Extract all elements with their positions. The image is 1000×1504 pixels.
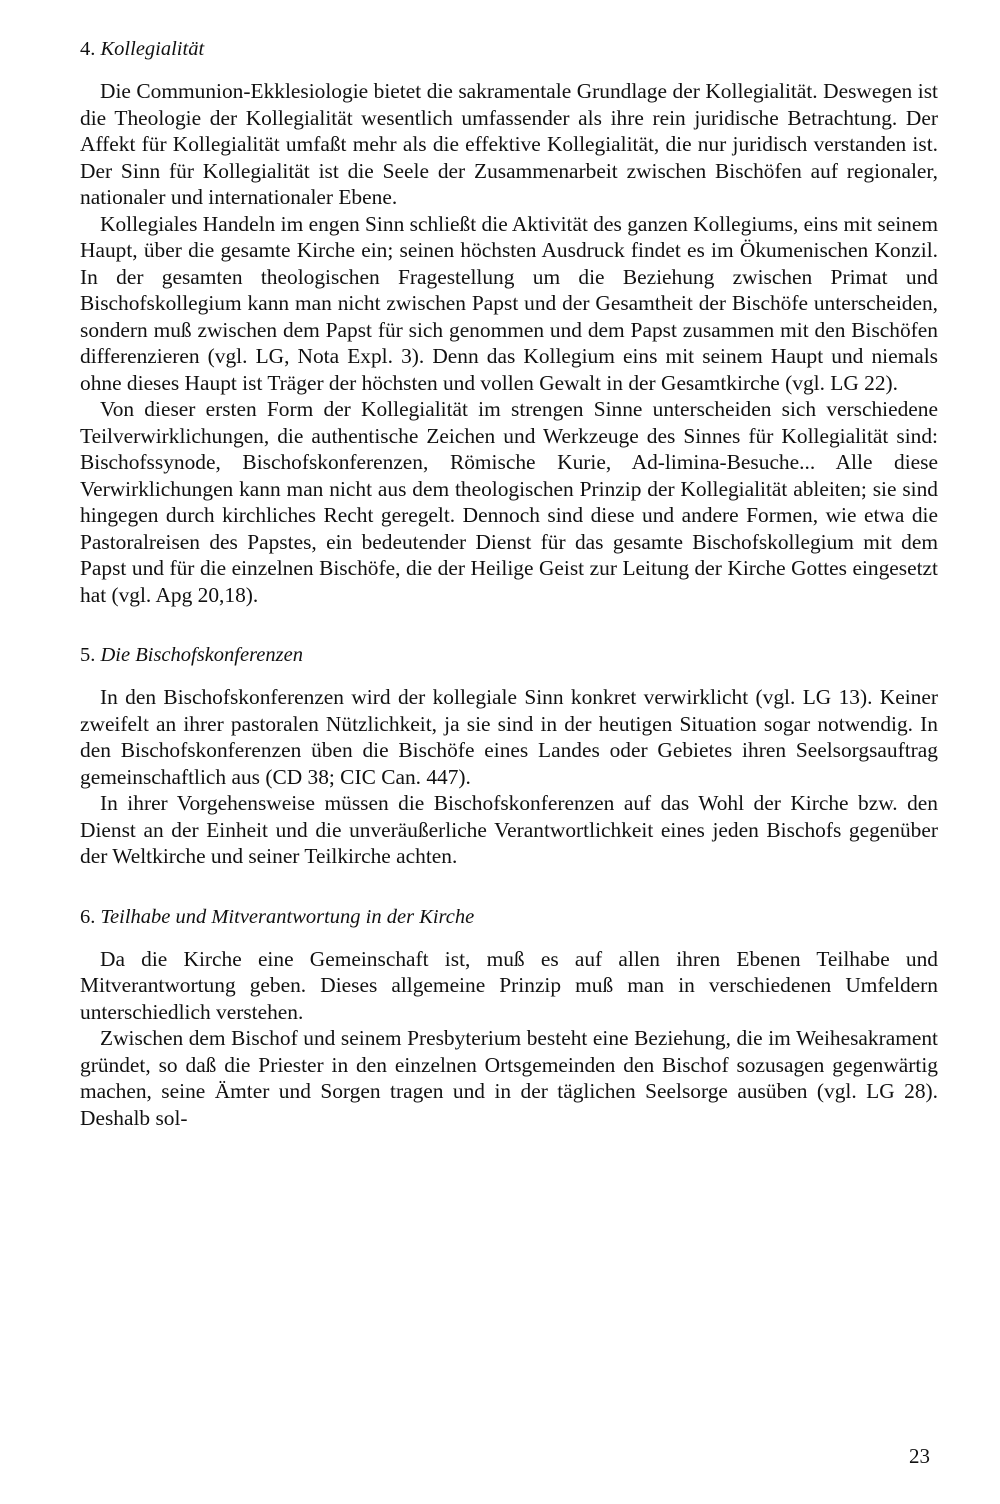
section-heading (80, 642, 938, 668)
section-title: Kollegialität (100, 38, 205, 60)
section-bischofskonferenzen (80, 642, 938, 870)
section-number: 4. (80, 38, 96, 60)
section-title: Die Bischofskonferenzen (100, 644, 303, 666)
paragraph: Von dieser ersten Form der Kollegialität im strengen Sinne unterscheiden sich verschiedene Teilverwirklichungen, die authentische Zeichen und Werkzeuge des Sinnes für Kollegialität sind: Bischofssynode, Bischofskonferenzen, Römische Kurie, Ad-limina-Besuche... Alle diese Verwirklichungen kann man nicht aus dem theologischen Prinzip der Kollegialität ableiten; sie sind hingegen durch kirchliches Recht geregelt. Dennoch sind diese und andere Formen, wie etwa die Pastoralreisen des Papstes, ein bedeutender Dienst für das gesamte Bischofskollegium mit dem Papst und für die einzelnen Bischöfe, die der Heilige Geist zur Leitung der Kirche Gottes eingesetzt hat (vgl. Apg 20,18). (80, 397, 938, 607)
section-number: 6. (80, 905, 96, 928)
paragraph: Zwischen dem Bischof und seinem Presbyterium besteht eine Beziehung, die im Weihesakrament gründet, so daß die Priester in den einzelnen Ortsgemeinden den Bischof sozusagen gegenwärtig machen, seine Ämter und Sorgen tragen und in der täglichen Seelsorge ausüben (vgl. LG 28). Deshalb sol- (80, 1026, 938, 1130)
paragraph: In ihrer Vorgehensweise müssen die Bischofskonferenzen auf das Wohl der Kirche bzw. den Dienst an der Einheit und die unveräußerliche Verantwortlichkeit eines jeden Bischofs gegenüber der Weltkirche und seiner Teilkirche achten. (80, 791, 938, 868)
section-heading (80, 904, 938, 930)
section-teilhabe (80, 904, 938, 1132)
section-heading (80, 36, 938, 62)
paragraph: Da die Kirche eine Gemeinschaft ist, muß es auf allen ihren Ebenen Teilhabe und Mitverantwortung geben. Dieses allgemeine Prinzip muß man in verschiedenen Umfeldern unterschiedlich verstehen. (80, 946, 938, 1024)
section-number: 5. (80, 644, 96, 666)
paragraph: In den Bischofskonferenzen wird der kollegiale Sinn konkret verwirklicht (vgl. LG 13). Keiner zweifelt an ihrer pastoralen Nützlichkeit, ja sie sind in der heutigen Situation sogar notwendig. In den Bischofskonferenzen üben die Bischöfe eines Landes oder Gebietes ihren Seelsorgsauftrag gemeinschaftlich aus (CD 38; CIC Can. 447). (80, 685, 938, 789)
page-number: 23 (909, 1444, 930, 1468)
section-kollegialitaet (80, 36, 938, 608)
section-title: Teilhabe und Mitverantwortung in der Kirche (100, 905, 475, 928)
paragraph: Die Communion-Ekklesiologie bietet die sakramentale Grundlage der Kollegialität. Deswegen ist die Theologie der Kollegialität wesentlich umfassender als ihre rein juridische Betrachtung. Der Affekt für Kollegialität umfaßt mehr als die effektive Kollegialität, die nur juridisch verstanden ist. Der Sinn für Kollegialität ist die Seele der Zusammenarbeit zwischen Bischöfen auf regionaler, nationaler und internationaler Ebene. (80, 79, 938, 209)
paragraph: Kollegiales Handeln im engen Sinn schließt die Aktivität des ganzen Kollegiums, eins mit seinem Haupt, über die gesamte Kirche ein; seinen höchsten Ausdruck findet es im Ökumenischen Konzil. In der gesamten theologischen Fragestellung um die Beziehung zwischen Primat und Bischofskollegium kann man nicht zwischen Papst und der Gesamtheit der Bischöfe unterscheiden, sondern muß zwischen dem Papst für sich genommen und dem Papst zusammen mit den Bischöfen differenzieren (vgl. LG, Nota Expl. 3). Denn das Kollegium eins mit seinem Haupt und niemals ohne dieses Haupt ist Träger der höchsten und vollen Gewalt in der Gesamtkirche (vgl. LG 22). (80, 211, 938, 395)
